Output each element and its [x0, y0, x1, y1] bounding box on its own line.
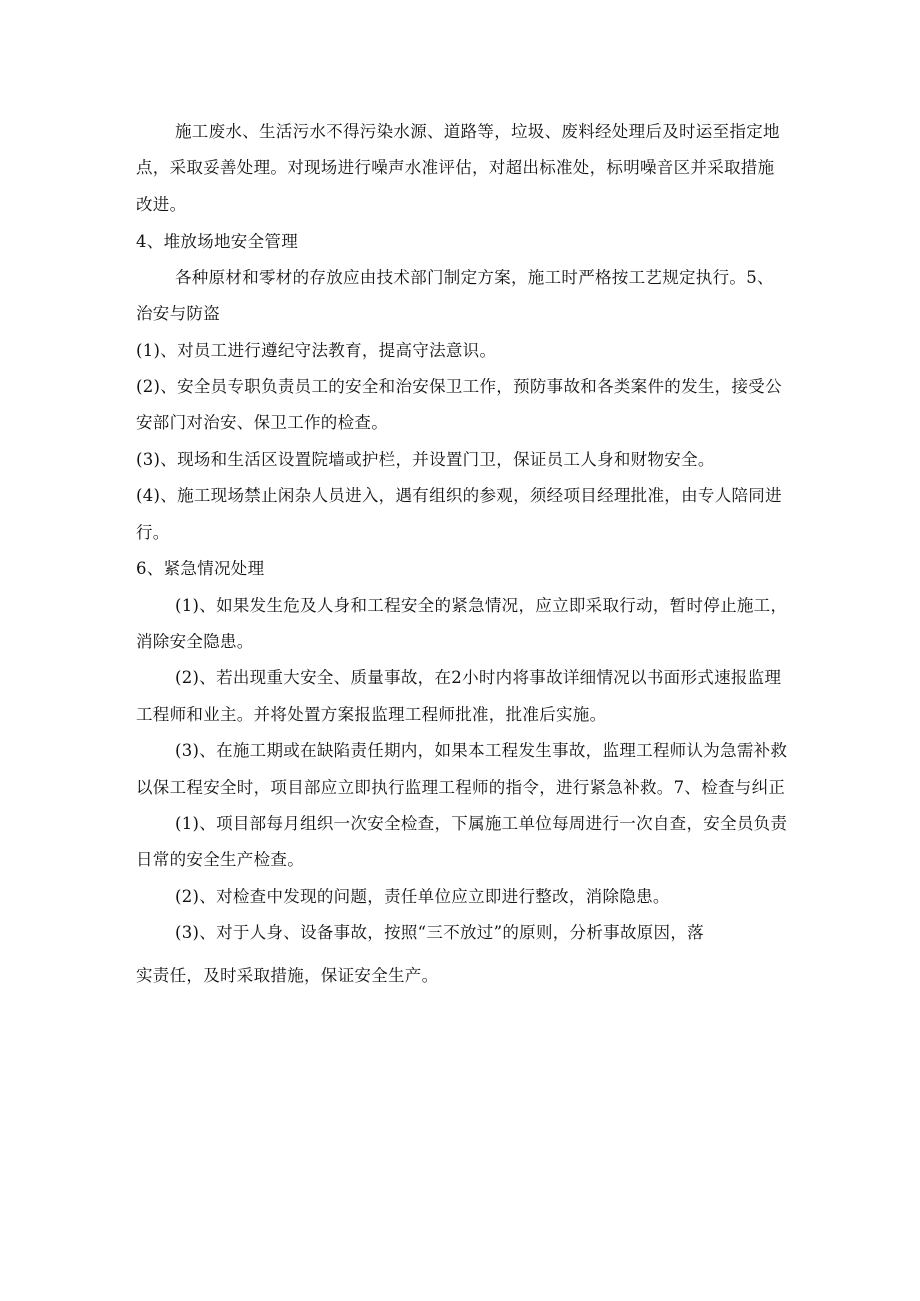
text-line: 工程师和业主。并将处置方案报监理工程师批准，批准后实施。: [136, 705, 607, 724]
list-item: (1)、如果发生危及人身和工程安全的紧急情况，应立即采取行动，暂时停止施工，: [175, 596, 788, 615]
text-line: 点，采取妥善处理。对现场进行噪声水准评估，对超出标准处，标明噪音区并采取措施: [136, 158, 775, 177]
list-item: (1)、项目部每月组织一次安全检查，下属施工单位每周进行一次自查，安全员负责: [175, 814, 788, 833]
text-line: 以保工程安全时，项目部应立即执行监理工程师的指令，进行紧急补救。7、检查与纠正: [136, 778, 786, 797]
list-item: (2)、安全员专职负责员工的安全和治安保卫工作，预防事故和各类案件的发生，接受公: [136, 377, 782, 396]
list-item: (2)、若出现重大安全、质量事故，在2小时内将事故详细情况以书面形式速报监理: [175, 668, 782, 687]
text-line: 安部门对治安、保卫工作的检查。: [136, 413, 388, 432]
text-line: 行。: [136, 523, 170, 542]
list-item: (2)、对检查中发现的问题，责任单位应立即进行整改，消除隐患。: [175, 887, 670, 906]
text-line: 施工废水、生活污水不得污染水源、道路等，垃圾、废料经处理后及时运至指定地: [175, 122, 780, 141]
text-line: 实责任，及时采取措施，保证安全生产。: [136, 966, 439, 985]
list-item: (3)、在施工期或在缺陷责任期内，如果本工程发生事故，监理工程师认为急需补救: [175, 741, 788, 760]
list-item: (4)、施工现场禁止闲杂人员进入，遇有组织的参观，须经项目经理批准，由专人陪同进: [136, 486, 782, 505]
section-heading: 治安与防盗: [136, 304, 220, 323]
text-line: 消除安全隐患。: [136, 632, 254, 651]
section-heading: 6、紧急情况处理: [136, 559, 265, 578]
list-item: (1)、对员工进行遵纪守法教育，提高守法意识。: [136, 341, 497, 360]
text-line: 各种原材和零材的存放应由技术部门制定方案，施工时严格按工艺规定执行。5、: [175, 268, 774, 287]
section-heading: 4、堆放场地安全管理: [136, 232, 298, 251]
text-line: 日常的安全生产检查。: [136, 850, 304, 869]
list-item: (3)、现场和生活区设置院墙或护栏，并设置门卫，保证员工人身和财物安全。: [136, 450, 715, 469]
list-item: (3)、对于人身、设备事故，按照“三不放过”的原则，分析事故原因，落: [175, 923, 704, 942]
text-line: 改进。: [136, 195, 187, 214]
